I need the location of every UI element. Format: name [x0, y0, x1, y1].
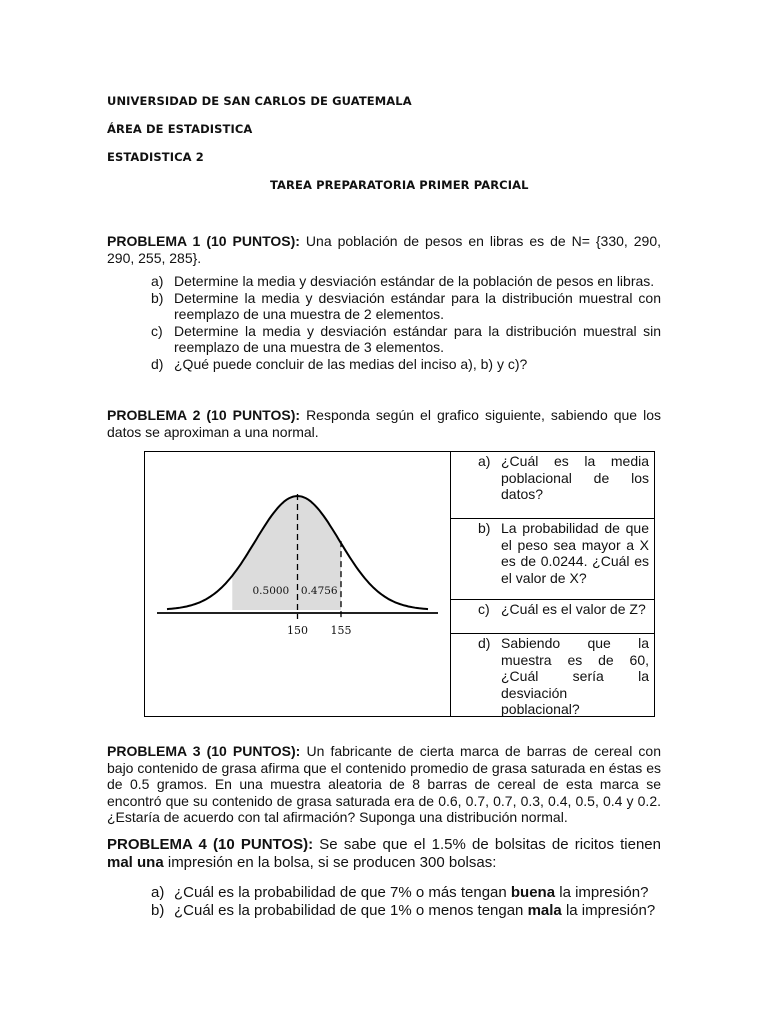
document-title: TAREA PREPARATORIA PRIMER PARCIAL: [270, 178, 529, 192]
problem-4-list: [151, 884, 661, 920]
problem-4-text-b: impresión en la bolsa, si se producen 300 bolsas:: [167, 854, 497, 871]
item-text: Determine la media y desviación estándar de la población de pesos en libras.: [174, 273, 655, 289]
question-cell: [451, 452, 655, 518]
problem-1-statement: [107, 233, 661, 266]
question-label: b): [478, 520, 491, 536]
problem-1-intro: Una población de pesos en libras es de N= {330, 290, 290, 255, 285}.: [107, 233, 662, 266]
list-item: [151, 356, 661, 373]
questions-column: [450, 452, 655, 716]
problem-4-statement: [107, 836, 661, 872]
list-item: [151, 884, 661, 902]
problem-3-heading: PROBLEMA 3 (10 PUNTOS):: [107, 743, 301, 759]
question-label: d): [478, 635, 491, 651]
area-right-label: 0.4756: [300, 585, 338, 597]
question-text: La probabilidad de que el peso sea mayor a X es de 0.0244. ¿Cuál es el valor de X?: [501, 520, 649, 586]
question-cell: [451, 599, 655, 633]
problem-1-heading: PROBLEMA 1 (10 PUNTOS):: [107, 233, 300, 249]
problem-2-intro: Responda según el grafico siguiente, sabiendo que los datos se aproximan a una normal.: [107, 407, 661, 440]
item-label: d): [151, 355, 164, 372]
item-bold: mala: [527, 902, 562, 919]
item-text: Determine la media y desviación estándar para la distribución muestral sin reemplazo de una muestra de 3 elementos.: [174, 322, 661, 355]
item-text: la impresión?: [559, 884, 649, 901]
course-name: ESTADISTICA 2: [107, 150, 204, 164]
problem-2-heading: PROBLEMA 2 (10 PUNTOS):: [107, 407, 301, 423]
list-item: [151, 290, 661, 323]
x-tick-label-150: 150: [287, 624, 308, 637]
question-cell: [451, 518, 655, 599]
item-text: Determine la media y desviación estándar para la distribución muestral con reemplazo de una muestra de 2 elementos.: [174, 289, 661, 322]
list-item: [151, 273, 661, 290]
problem-4-bold: mal una: [107, 854, 164, 871]
question-cell: [451, 633, 655, 716]
item-label: c): [151, 322, 163, 339]
area-left-label: 0.5000: [252, 585, 290, 597]
question-label: a): [478, 453, 491, 469]
problem-1-list: [151, 273, 661, 372]
problem-2-statement: [107, 407, 661, 440]
problem-4-text-a: Se sabe que el 1.5% de bolsitas de ricitos tienen: [319, 836, 661, 853]
problem-3-statement: [107, 743, 661, 826]
university-name: UNIVERSIDAD DE SAN CARLOS DE GUATEMALA: [107, 94, 412, 108]
problem-3-text: Un fabricante de cierta marca de barras de cereal con bajo contenido de grasa afirma que el contenido promedio de grasa saturada en éstas es de 0.5 gramos. En una muestra aleatoria de 8 barras de cereal de esta marca se encontró que su contenido de grasa saturada era de 0.6, 0.7, 0.7, 0.3, 0.4, 0.5, 0.4 y 0.2. ¿Estaría de acuerdo con tal afirmación? Suponga una distribución normal.: [107, 743, 661, 825]
item-label: a): [151, 884, 165, 901]
item-label: b): [151, 289, 164, 306]
normal-curve-chart: [145, 452, 450, 716]
question-label: c): [478, 601, 490, 617]
item-text: ¿Qué puede concluir de las medias del inciso a), b) y c)?: [174, 355, 528, 372]
item-label: b): [151, 902, 165, 919]
department-name: ÁREA DE ESTADISTICA: [107, 122, 253, 136]
item-text: ¿Cuál es la probabilidad de que 1% o menos tengan: [174, 902, 524, 919]
question-text: Sabiendo que la muestra es de 60, ¿Cuál sería la desviación poblacional?: [501, 635, 649, 717]
problem-2-table: [144, 451, 655, 717]
problem-4-heading: PROBLEMA 4 (10 PUNTOS):: [107, 836, 314, 853]
item-text: ¿Cuál es la probabilidad de que 7% o más tengan: [174, 884, 507, 901]
list-item: [151, 902, 661, 920]
list-item: [151, 323, 661, 356]
x-tick-label-155: 155: [330, 624, 352, 637]
item-text: la impresión?: [565, 902, 656, 919]
question-text: ¿Cuál es la media poblacional de los datos?: [501, 453, 649, 502]
question-text: ¿Cuál es el valor de Z?: [501, 601, 646, 617]
item-bold: buena: [510, 884, 556, 901]
item-label: a): [151, 273, 164, 289]
